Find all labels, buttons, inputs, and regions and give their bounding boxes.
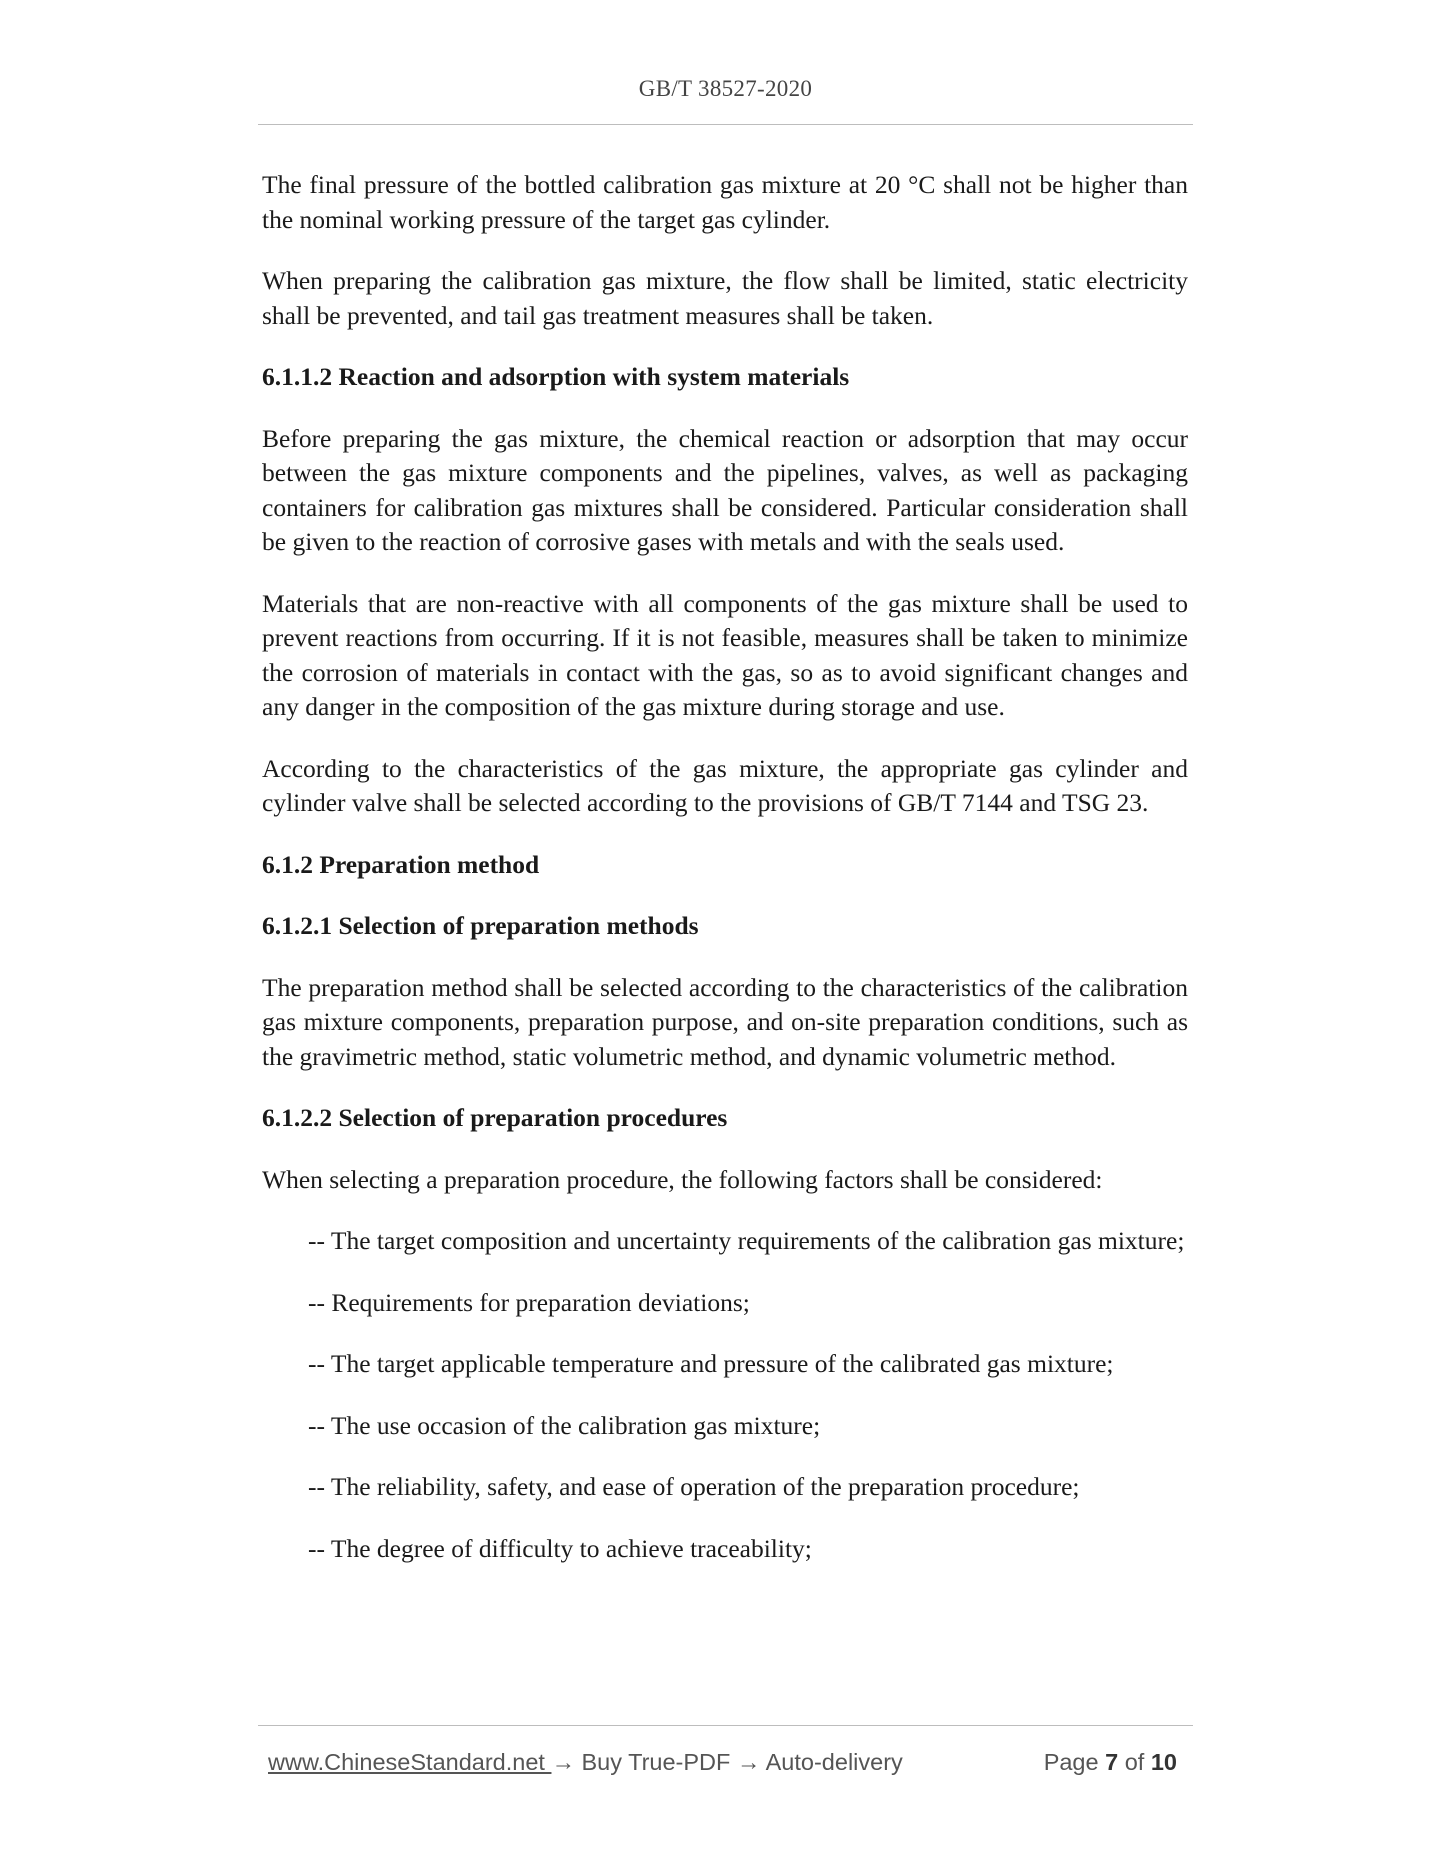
- page-label: Page: [1043, 1749, 1099, 1775]
- paragraph: Materials that are non-reactive with all components of the gas mixture shall be used to prevent reactions from occurring. If it is not feasible, measures shall be taken to minimize the corrosion of materials in contact with the gas, so as to avoid significant changes and any danger in the composition of the gas mixture during storage and use.: [262, 588, 1188, 721]
- page-total: 10: [1150, 1749, 1177, 1775]
- list-item: -- The use occasion of the calibration gas mixture;: [308, 1410, 821, 1440]
- list-item: -- The target composition and uncertainty requirements of the calibration gas mixture;: [308, 1226, 1185, 1255]
- list-item: -- Requirements for preparation deviations;: [308, 1287, 750, 1317]
- page-current: 7: [1105, 1749, 1119, 1775]
- list-item: -- The degree of difficulty to achieve traceability;: [308, 1533, 812, 1563]
- page-header-doc-number: GB/T 38527-2020: [638, 76, 813, 101]
- page-number: [1044, 1749, 1177, 1776]
- footer-divider: [258, 1725, 1193, 1726]
- section-heading-6-1-2-2: 6.1.2.2 Selection of preparation procedures: [262, 1103, 728, 1132]
- section-heading-6-1-2: 6.1.2 Preparation method: [262, 849, 540, 879]
- paragraph: When selecting a preparation procedure, the following factors shall be considered:: [262, 1164, 1103, 1194]
- of-label: of: [1124, 1749, 1145, 1775]
- paragraph: When preparing the calibration gas mixture, the flow shall be limited, static electricity shall be prevented, and tail gas treatment measures shall be taken.: [262, 266, 1188, 330]
- paragraph: Before preparing the gas mixture, the chemical reaction or adsorption that may occur between the gas mixture components and the pipelines, valves, as well as packaging containers for calibration gas mixtures shall be considered. Particular consideration shall be given to the reaction of corrosive gases with metals and with the seals used.: [262, 423, 1188, 556]
- section-heading-6-1-2-1: 6.1.2.1 Selection of preparation methods: [262, 911, 699, 940]
- page-content: [262, 168, 1188, 1593]
- footer-promo-text: → Buy True-PDF → Auto-delivery: [551, 1749, 903, 1775]
- paragraph: The final pressure of the bottled calibration gas mixture at 20 °C shall not be higher than the nominal working pressure of the target gas cylinder.: [262, 170, 1188, 234]
- list-item: -- The target applicable temperature and pressure of the calibrated gas mixture;: [308, 1349, 1114, 1378]
- paragraph: The preparation method shall be selected according to the characteristics of the calibration gas mixture components, preparation purpose, and on-site preparation conditions, such as the gravimetric method, static volumetric method, and dynamic volumetric method.: [262, 972, 1188, 1071]
- website-link[interactable]: www.ChineseStandard.net: [268, 1749, 552, 1775]
- header-divider: [258, 124, 1193, 125]
- section-heading-6-1-1-2: 6.1.1.2 Reaction and adsorption with system materials: [262, 362, 850, 391]
- footer-promo: [268, 1749, 903, 1776]
- paragraph: According to the characteristics of the gas mixture, the appropriate gas cylinder and cylinder valve shall be selected according to the provisions of GB/T 7144 and TSG 23.: [262, 753, 1188, 817]
- list-item: -- The reliability, safety, and ease of operation of the preparation procedure;: [308, 1472, 1080, 1501]
